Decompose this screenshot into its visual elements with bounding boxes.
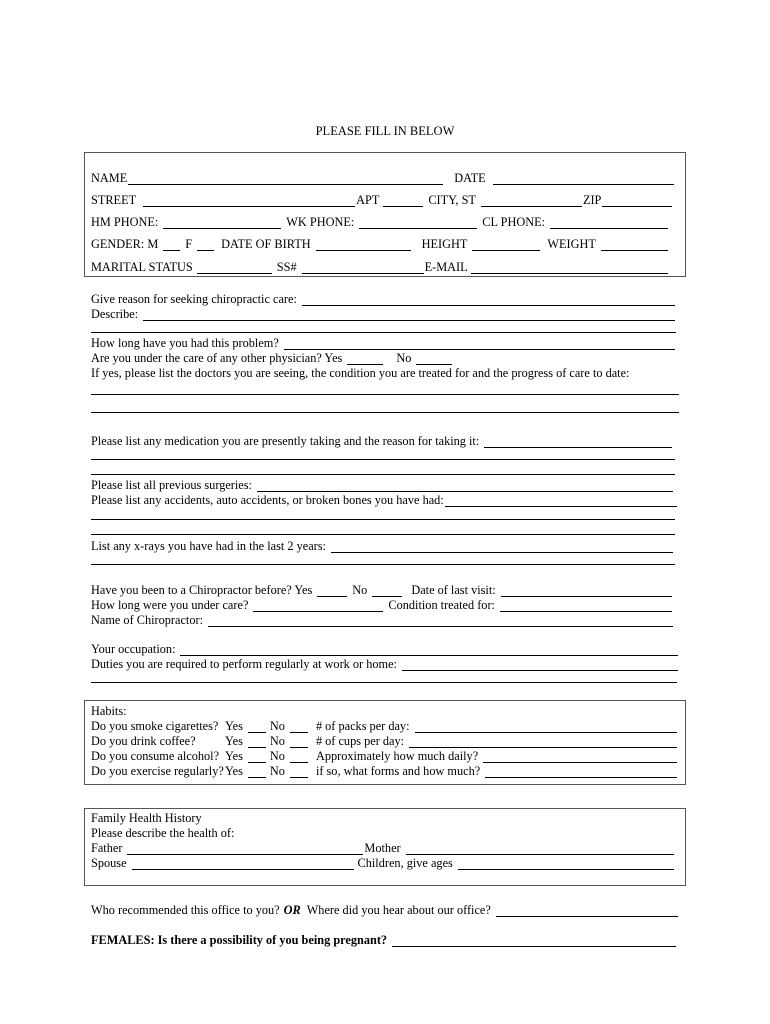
family-heading: Family Health History xyxy=(91,811,202,825)
referral-who-label: Who recommended this office to you? xyxy=(91,903,280,917)
name-label: NAME xyxy=(91,171,128,185)
medication-field[interactable] xyxy=(484,436,672,448)
habit-question: Do you drink coffee? xyxy=(91,734,196,748)
spouse-field[interactable] xyxy=(132,858,354,870)
how-long-care-field[interactable] xyxy=(253,600,383,612)
duties-field[interactable] xyxy=(402,659,678,671)
name-row xyxy=(91,170,675,185)
name-chiro-row xyxy=(91,612,674,627)
habit-no-field[interactable] xyxy=(290,736,308,748)
surgeries-row xyxy=(91,477,674,492)
accidents-label: Please list any accidents, auto accidents, or broken bones you have had: xyxy=(91,493,444,507)
xrays-field[interactable] xyxy=(331,541,673,553)
wk-phone-field[interactable] xyxy=(359,217,477,229)
occupation-label: Your occupation: xyxy=(91,642,176,656)
habit-detail-label: # of cups per day: xyxy=(315,734,405,748)
name-chiro-field[interactable] xyxy=(208,615,673,627)
habit-detail-field[interactable] xyxy=(483,751,677,763)
surgeries-field[interactable] xyxy=(257,480,673,492)
habit-detail-field[interactable] xyxy=(485,766,677,778)
marital-field[interactable] xyxy=(197,262,272,274)
street-field[interactable] xyxy=(143,195,355,207)
last-visit-field[interactable] xyxy=(501,585,672,597)
cl-phone-label: CL PHONE: xyxy=(482,215,546,229)
females-row xyxy=(91,932,677,947)
xrays-label: List any x-rays you have had in the last 2 years: xyxy=(91,539,326,553)
habit-row xyxy=(91,748,678,763)
habit-detail-label: Approximately how much daily? xyxy=(315,749,479,763)
condition-treated-label: Condition treated for: xyxy=(388,598,495,612)
children-label: Children, give ages xyxy=(357,856,453,870)
occupation-row xyxy=(91,641,679,656)
referral-row xyxy=(91,902,679,917)
doctors-line-1[interactable] xyxy=(91,394,679,395)
ssn-field[interactable] xyxy=(302,262,424,274)
if-yes-row xyxy=(91,365,681,380)
describe-extra-line[interactable] xyxy=(91,332,676,333)
reason-row xyxy=(91,291,676,306)
email-label: E-MAIL xyxy=(424,260,468,274)
surgeries-label: Please list all previous surgeries: xyxy=(91,478,252,492)
hm-phone-field[interactable] xyxy=(163,217,281,229)
mother-label: Mother xyxy=(364,841,401,855)
habit-yes-field[interactable] xyxy=(248,751,266,763)
habit-detail-label: # of packs per day: xyxy=(315,719,410,733)
females-label: FEMALES: Is there a possibility of you being pregnant? xyxy=(91,933,388,947)
zip-label: ZIP xyxy=(582,193,602,207)
weight-field[interactable] xyxy=(601,239,668,251)
medication-line-2[interactable] xyxy=(91,474,675,475)
how-long-label: How long have you had this problem? xyxy=(91,336,279,350)
xrays-line-1[interactable] xyxy=(91,564,675,565)
condition-treated-field[interactable] xyxy=(500,600,672,612)
height-field[interactable] xyxy=(472,239,540,251)
describe-row xyxy=(91,306,676,321)
marital-row xyxy=(91,259,669,274)
referral-field[interactable] xyxy=(496,905,678,917)
habit-no-label: No xyxy=(269,719,285,733)
wk-phone-label: WK PHONE: xyxy=(286,215,355,229)
children-field[interactable] xyxy=(458,858,674,870)
email-field[interactable] xyxy=(471,262,668,274)
how-long-field[interactable] xyxy=(284,338,675,350)
occupation-field[interactable] xyxy=(180,644,678,656)
dob-label: DATE OF BIRTH xyxy=(221,237,311,251)
been-before-label: Have you been to a Chiropractor before? Yes xyxy=(91,583,313,597)
habit-row xyxy=(91,763,678,778)
city-field[interactable] xyxy=(481,195,582,207)
habit-yes-field[interactable] xyxy=(248,736,266,748)
gender-f-field[interactable] xyxy=(197,239,214,251)
doctors-line-2[interactable] xyxy=(91,412,679,413)
habit-question: Do you consume alcohol? xyxy=(91,749,220,763)
been-before-row xyxy=(91,582,673,597)
accidents-line-1[interactable] xyxy=(91,519,675,520)
how-long-care-label: How long were you under care? xyxy=(91,598,249,612)
habit-question: Do you exercise regularly? xyxy=(91,764,224,778)
spouse-label: Spouse xyxy=(91,856,127,870)
habit-no-label: No xyxy=(269,749,285,763)
habit-no-field[interactable] xyxy=(290,751,308,763)
habit-yes-label: Yes xyxy=(225,719,243,733)
apt-label: APT xyxy=(356,193,380,207)
habit-no-field[interactable] xyxy=(290,766,308,778)
phone-row xyxy=(91,214,669,229)
other-physician-label: Are you under the care of any other physician? Yes xyxy=(91,351,343,365)
father-label: Father xyxy=(91,841,123,855)
ssn-label: SS# xyxy=(276,260,297,274)
referral-or-label: OR xyxy=(283,903,301,917)
referral-where-label: Where did you hear about our office? xyxy=(306,903,491,917)
city-label: CITY, ST xyxy=(428,193,476,207)
if-yes-label: If yes, please list the doctors you are seeing, the condition you are treated for and the progress of care to date: xyxy=(91,366,630,380)
height-label: HEIGHT xyxy=(421,237,468,251)
name-field[interactable] xyxy=(128,173,443,185)
habit-row xyxy=(91,733,678,748)
street-row xyxy=(91,192,673,207)
family-describe-row xyxy=(91,825,234,840)
date-field[interactable] xyxy=(493,173,674,185)
weight-label: WEIGHT xyxy=(547,237,596,251)
other-physician-no-label: No xyxy=(396,351,412,365)
habit-yes-field[interactable] xyxy=(248,721,266,733)
other-physician-no-field[interactable] xyxy=(416,353,452,365)
marital-label: MARITAL STATUS xyxy=(91,260,193,274)
gender-row xyxy=(91,236,669,251)
father-mother-row xyxy=(91,840,675,855)
dob-field[interactable] xyxy=(316,239,411,251)
habit-yes-field[interactable] xyxy=(248,766,266,778)
accidents-line-2[interactable] xyxy=(91,534,675,535)
duties-label: Duties you are required to perform regularly at work or home: xyxy=(91,657,397,671)
other-physician-yes-field[interactable] xyxy=(347,353,383,365)
medication-label: Please list any medication you are presently taking and the reason for taking it: xyxy=(91,434,480,448)
habit-detail-field[interactable] xyxy=(415,721,678,733)
been-before-yes-field[interactable] xyxy=(317,585,347,597)
last-visit-label: Date of last visit: xyxy=(411,583,496,597)
describe-field[interactable] xyxy=(143,309,675,321)
habit-question: Do you smoke cigarettes? xyxy=(91,719,219,733)
xrays-row xyxy=(91,538,674,553)
habit-no-field[interactable] xyxy=(290,721,308,733)
habits-heading-row xyxy=(91,703,127,718)
other-physician-row xyxy=(91,350,491,365)
zip-field[interactable] xyxy=(602,195,672,207)
spouse-children-row xyxy=(91,855,675,870)
habit-yes-label: Yes xyxy=(225,764,243,778)
gender-f-label: F xyxy=(185,237,193,251)
duties-line-1[interactable] xyxy=(91,682,677,683)
duties-row xyxy=(91,656,679,671)
mother-field[interactable] xyxy=(406,843,674,855)
how-long-care-row xyxy=(91,597,673,612)
pregnant-field[interactable] xyxy=(392,935,676,947)
gender-m-label: GENDER: M xyxy=(91,237,159,251)
accidents-row xyxy=(91,492,678,507)
date-label: DATE xyxy=(454,171,486,185)
cl-phone-field[interactable] xyxy=(550,217,668,229)
describe-label: Describe: xyxy=(91,307,139,321)
how-long-row xyxy=(91,335,676,350)
name-chiro-label: Name of Chiropractor: xyxy=(91,613,203,627)
habit-detail-label: if so, what forms and how much? xyxy=(315,764,481,778)
medication-row xyxy=(91,433,673,448)
habits-heading: Habits: xyxy=(91,704,127,718)
habit-yes-label: Yes xyxy=(225,734,243,748)
been-before-no-label: No xyxy=(352,583,368,597)
reason-field[interactable] xyxy=(302,294,675,306)
medication-line-1[interactable] xyxy=(91,459,675,460)
habit-yes-label: Yes xyxy=(225,749,243,763)
habit-no-label: No xyxy=(269,764,285,778)
habit-row xyxy=(91,718,678,733)
apt-field[interactable] xyxy=(383,195,423,207)
form-title: PLEASE FILL IN BELOW xyxy=(315,124,455,138)
reason-label: Give reason for seeking chiropractic care: xyxy=(91,292,297,306)
family-describe-label: Please describe the health of: xyxy=(91,826,235,840)
been-before-no-field[interactable] xyxy=(372,585,402,597)
habit-detail-field[interactable] xyxy=(409,736,677,748)
family-heading-row xyxy=(91,810,202,825)
street-label: STREET xyxy=(91,193,137,207)
habit-no-label: No xyxy=(269,734,285,748)
father-field[interactable] xyxy=(127,843,363,855)
accidents-field[interactable] xyxy=(445,495,677,507)
hm-phone-label: HM PHONE: xyxy=(91,215,159,229)
gender-m-field[interactable] xyxy=(163,239,180,251)
